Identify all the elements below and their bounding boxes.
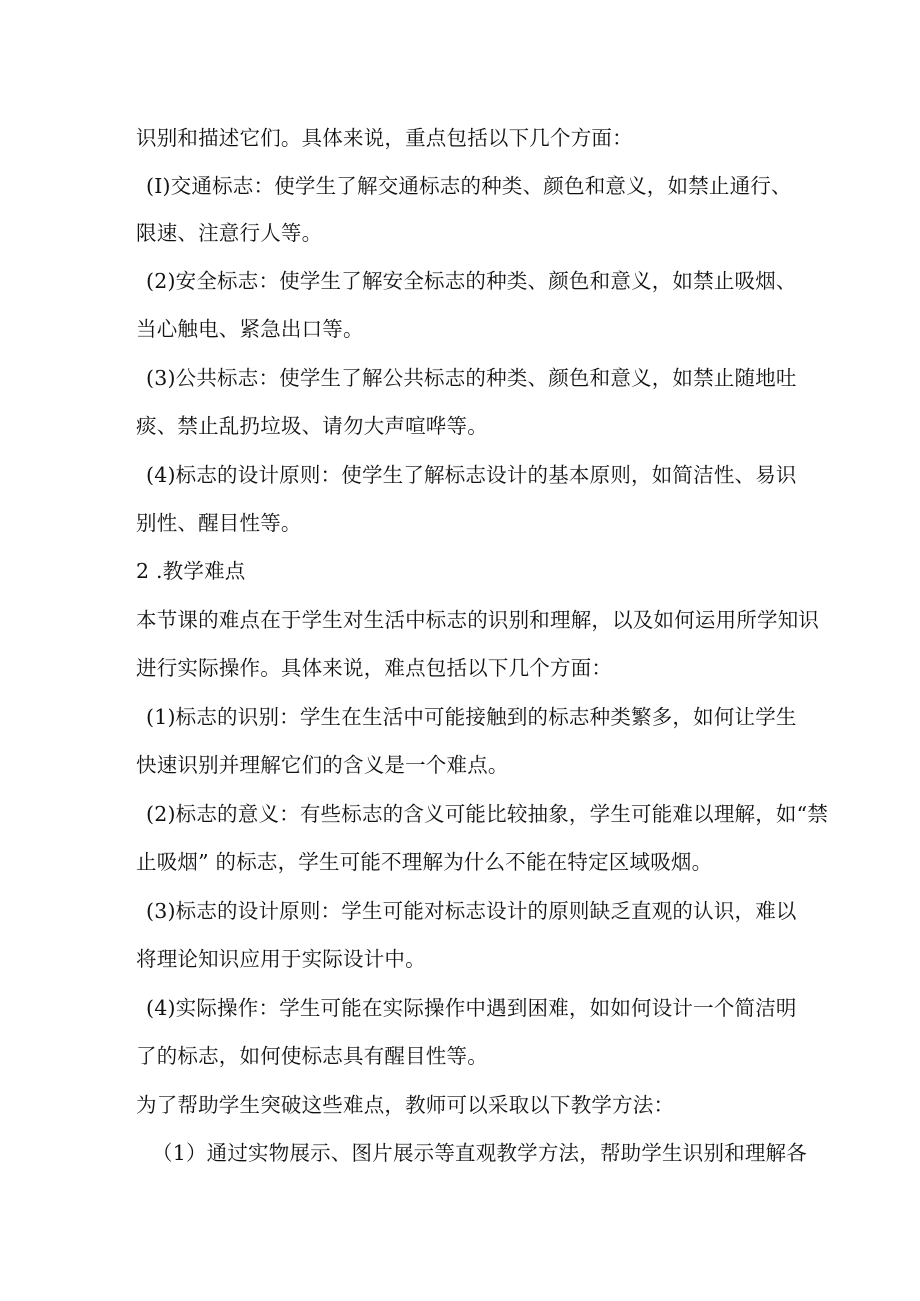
text-line: (4)实际操作：学生可能在实际操作中遇到困难，如如何设计一个简洁明 bbox=[146, 996, 797, 1020]
text-line: 本节课的难点在于学生对生活中标志的识别和理解，以及如何运用所学知识 bbox=[136, 608, 820, 632]
text-line: 识别和描述它们。具体来说，重点包括以下几个方面： bbox=[136, 126, 633, 150]
text-line: 痰、禁止乱扔垃圾、请勿大声喧哗等。 bbox=[136, 414, 488, 438]
text-line: (4)标志的设计原则：使学生了解标志设计的基本原则，如简洁性、易识 bbox=[146, 463, 797, 487]
text-line: (3)公共标志：使学生了解公共标志的种类、颜色和意义，如禁止随地吐 bbox=[146, 366, 797, 390]
text-line: 当心触电、紧急出口等。 bbox=[136, 317, 364, 341]
section-heading: 2 .教学难点 bbox=[136, 559, 246, 583]
text-line: 快速识别并理解它们的含义是一个难点。 bbox=[136, 753, 509, 777]
text-line: 限速、注意行人等。 bbox=[136, 221, 323, 245]
text-line: (2)安全标志：使学生了解安全标志的种类、颜色和意义，如禁止吸烟、 bbox=[146, 269, 797, 293]
text-line: 进行实际操作。具体来说，难点包括以下几个方面： bbox=[136, 656, 613, 680]
text-line: 止吸烟” 的标志，学生可能不理解为什么不能在特定区域吸烟。 bbox=[136, 850, 713, 874]
text-line: (I)交通标志：使学生了解交通标志的种类、颜色和意义，如禁止通行、 bbox=[146, 174, 792, 198]
text-line: （1）通过实物展示、图片展示等直观教学方法，帮助学生识别和理解各 bbox=[152, 1141, 807, 1165]
text-line: 为了帮助学生突破这些难点，教师可以采取以下教学方法： bbox=[136, 1093, 675, 1117]
text-line: 别性、醒目性等。 bbox=[136, 511, 302, 535]
text-line: 了的标志，如何使标志具有醒目性等。 bbox=[136, 1044, 488, 1068]
text-line: (2)标志的意义：有些标志的含义可能比较抽象，学生可能难以理解，如“禁 bbox=[146, 802, 829, 826]
text-line: (3)标志的设计原则：学生可能对标志设计的原则缺乏直观的认识，难以 bbox=[146, 899, 797, 923]
text-line: 将理论知识应用于实际设计中。 bbox=[136, 947, 426, 971]
text-line: (1)标志的识别：学生在生活中可能接触到的标志种类繁多，如何让学生 bbox=[146, 705, 797, 729]
